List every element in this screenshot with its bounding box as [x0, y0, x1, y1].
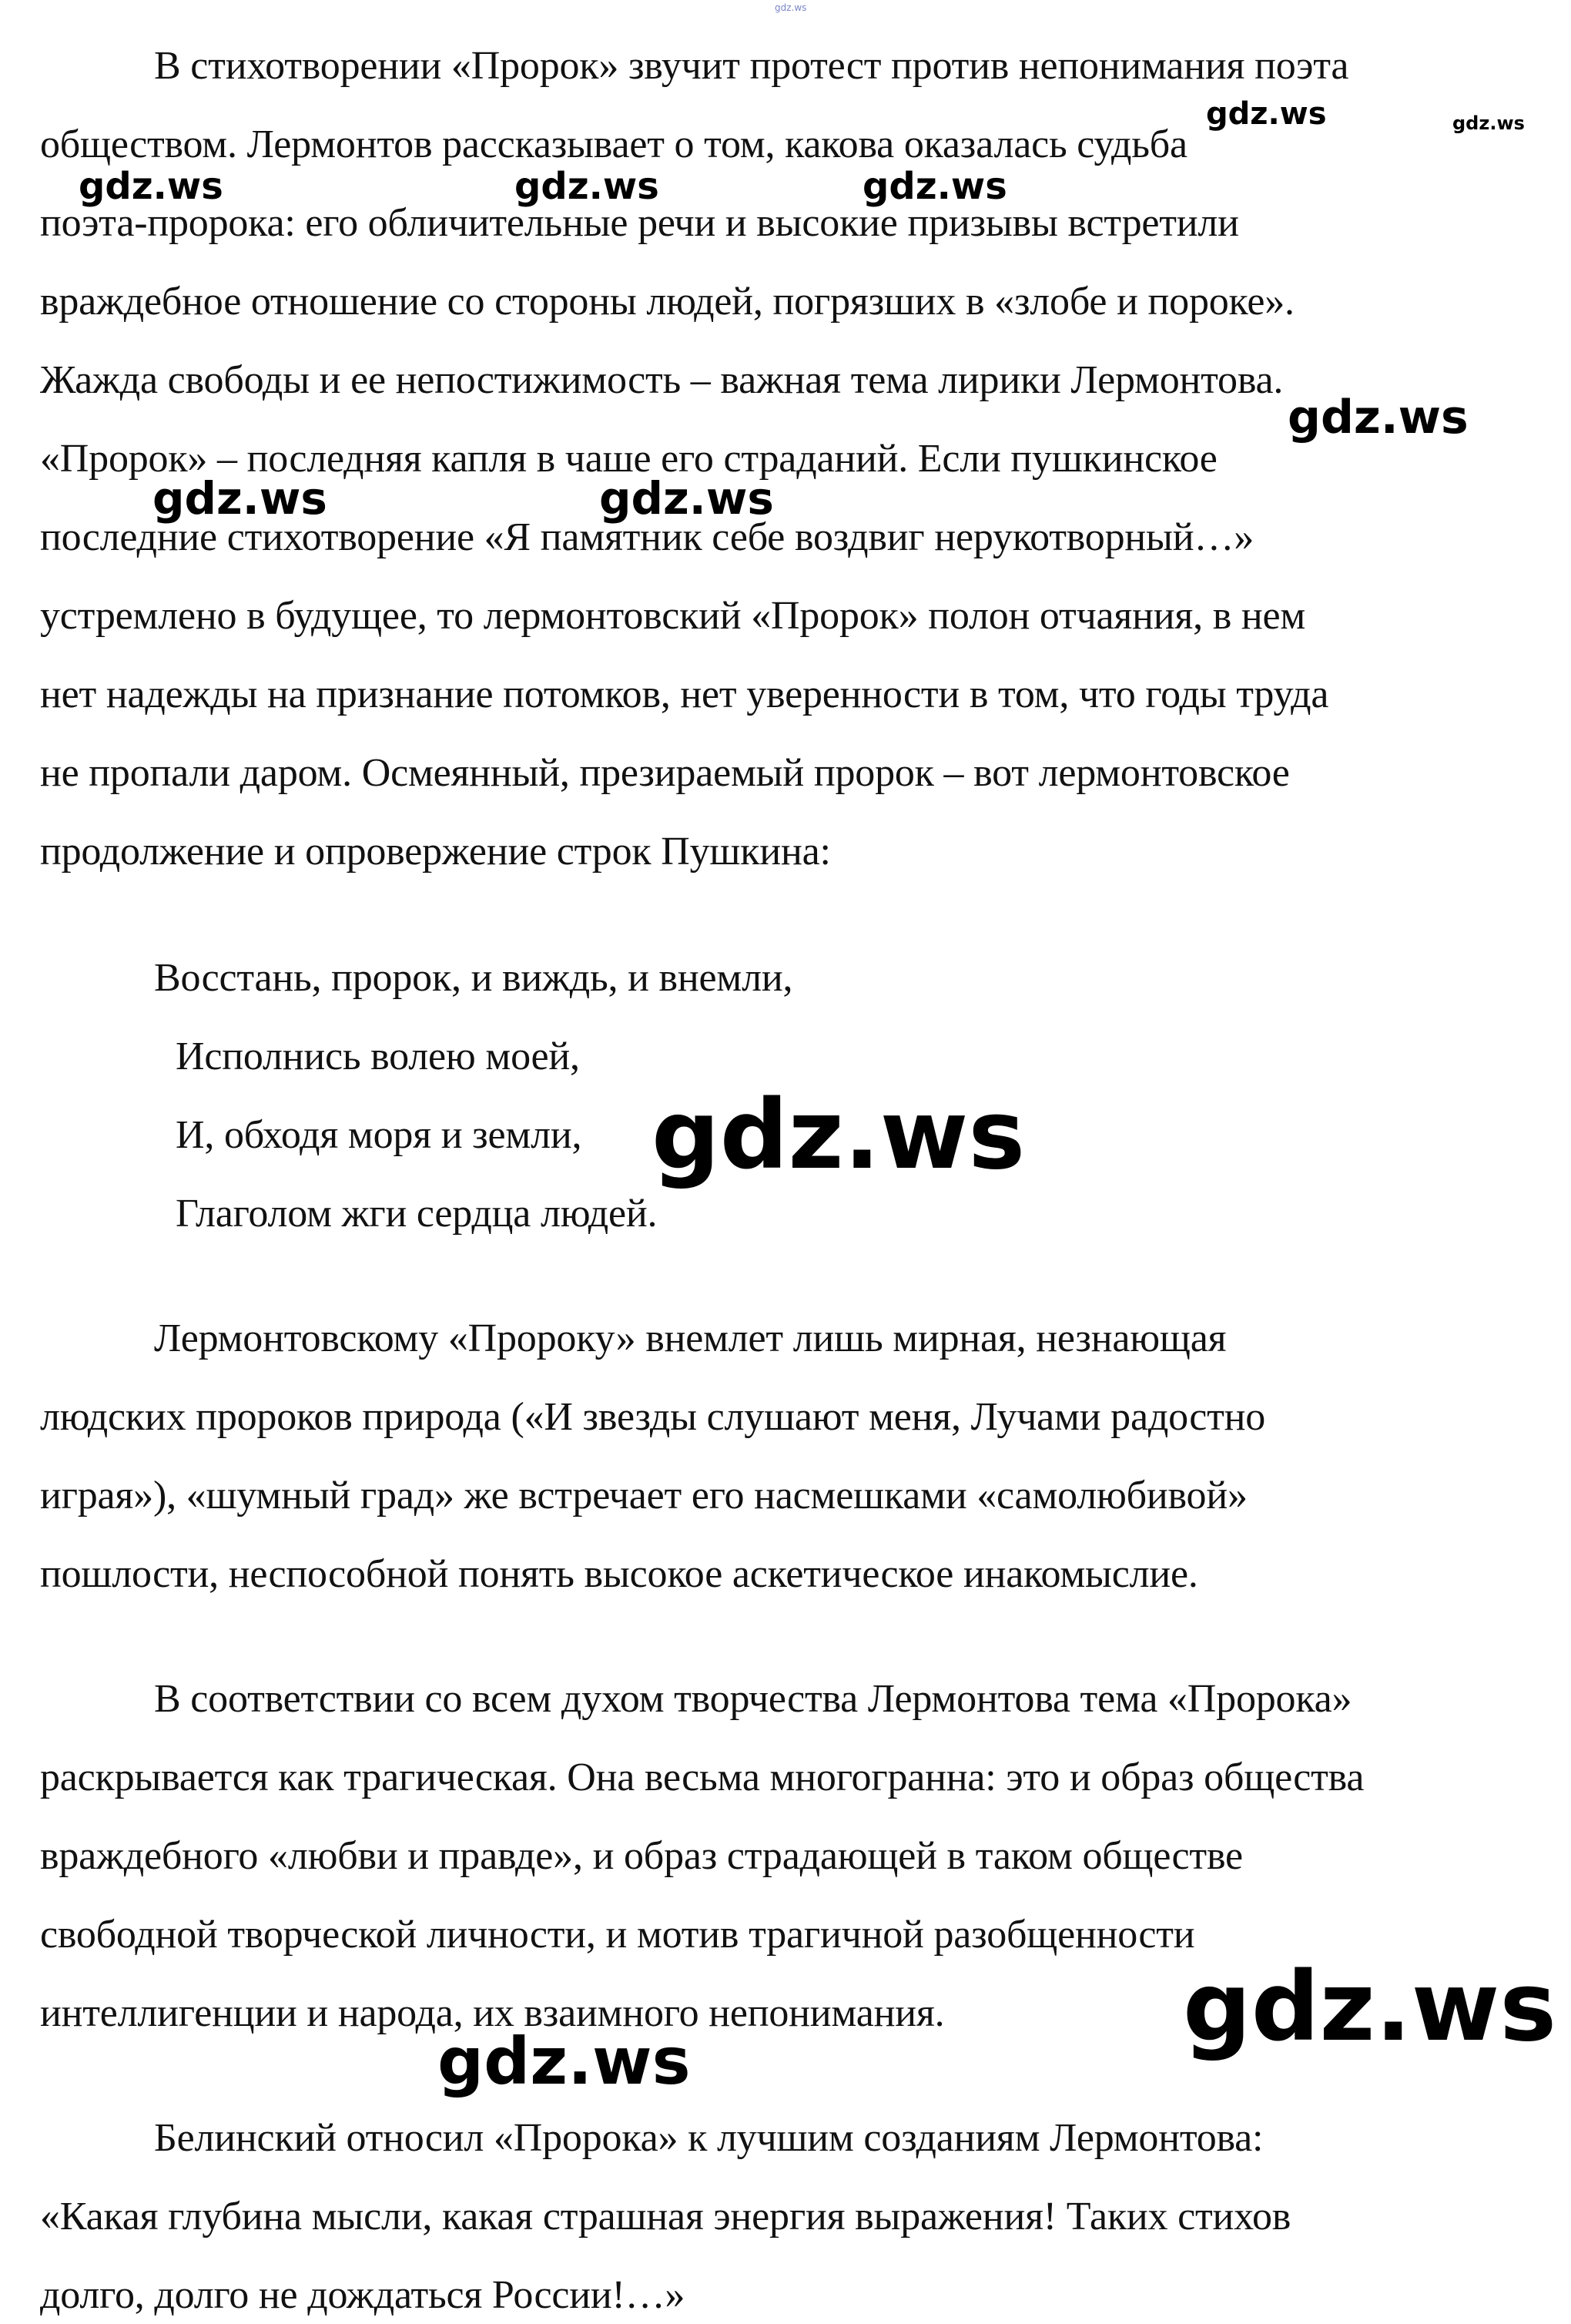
text-line: не пропали даром. Осмеянный, презираемый пророк – вот лермонтовское [40, 751, 1290, 795]
text-line: В стихотворении «Пророк» звучит протест против непонимания поэта [154, 44, 1349, 88]
text-line: «Какая глубина мысли, какая страшная энергия выражения! Таких стихов [40, 2195, 1291, 2238]
text-line: раскрывается как трагическая. Она весьма многогранна: это и образ общества [40, 1756, 1365, 1799]
verse-line: Глаголом жги сердца людей. [176, 1192, 658, 1236]
text-line: Лермонтовскому «Пророку» внемлет лишь мирная, незнающая [154, 1316, 1227, 1360]
text-line: враждебное отношение со стороны людей, погрязших в «злобе и пороке». [40, 280, 1295, 324]
text-line: Жажда свободы и ее непостижимость – важная тема лирики Лермонтова. [40, 358, 1284, 402]
watermark: gdz.ws [1452, 112, 1525, 134]
text-line: устремлено в будущее, то лермонтовский «Пророк» полон отчаяния, в нем [40, 594, 1306, 638]
watermark: gdz.ws [599, 472, 774, 525]
text-line: играя»), «шумный град» же встречает его насмешками «самолюбивой» [40, 1474, 1248, 1517]
watermark: gdz.ws [775, 2, 807, 13]
text-line: продолжение и опровержение строк Пушкина: [40, 830, 831, 874]
watermark: gdz.ws [1288, 391, 1469, 444]
text-line: интеллигенции и народа, их взаимного непонимания. [40, 1991, 945, 2035]
verse-line: И, обходя моря и земли, [176, 1113, 582, 1157]
text-line: обществом. Лермонтов рассказывает о том, какова оказалась судьба [40, 122, 1187, 166]
text-line: пошлости, неспособной понять высокое аскетическое инакомыслие. [40, 1552, 1198, 1596]
text-line: людских пророков природа («И звезды слушают меня, Лучами радостно [40, 1395, 1266, 1439]
watermark: gdz.ws [652, 1080, 1026, 1191]
watermark: gdz.ws [152, 472, 327, 525]
text-line: Белинский относил «Пророка» к лучшим созданиям Лермонтова: [154, 2116, 1264, 2160]
text-line: поэта-пророка: его обличительные речи и высокие призывы встретили [40, 201, 1239, 245]
text-line: свободной творческой личности, и мотив трагичной разобщенности [40, 1913, 1195, 1957]
text-line: «Пророк» – последняя капля в чаше его страданий. Если пушкинское [40, 437, 1218, 481]
text-line: В соответствии со всем духом творчества Лермонтова тема «Пророка» [154, 1677, 1352, 1721]
watermark: gdz.ws [863, 165, 1007, 208]
verse-line: Исполнись волею моей, [176, 1035, 580, 1078]
watermark: gdz.ws [514, 165, 659, 208]
text-line: нет надежды на признание потомков, нет уверенности в том, что годы труда [40, 672, 1329, 716]
watermark: gdz.ws [79, 165, 223, 208]
verse-line: Восстань, пророк, и виждь, и внемли, [154, 956, 793, 1000]
text-line: долго, долго не дождаться России!…» [40, 2273, 685, 2317]
watermark: gdz.ws [437, 2024, 691, 2099]
watermark: gdz.ws [1183, 1952, 1557, 2063]
watermark: gdz.ws [1206, 96, 1327, 132]
text-line: последние стихотворение «Я памятник себе воздвиг нерукотворный…» [40, 515, 1254, 559]
text-line: враждебного «любви и правде», и образ страдающей в таком обществе [40, 1834, 1243, 1878]
